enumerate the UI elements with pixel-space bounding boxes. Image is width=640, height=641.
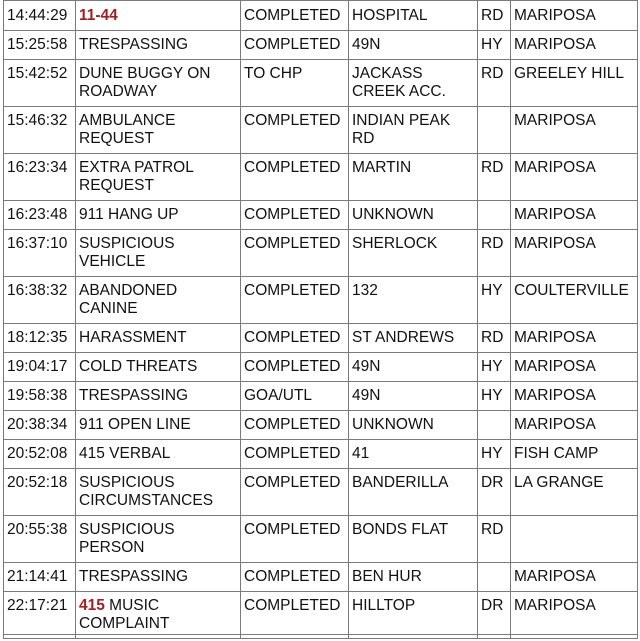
city-cell: MARIPOSA — [511, 201, 638, 230]
call-log-body — [4, 1, 638, 639]
location-cell: 49N — [349, 382, 478, 411]
street-suffix-cell: DR — [478, 592, 511, 639]
call-type-text: AMBULANCE REQUEST — [79, 112, 176, 147]
time-cell: 15:46:32 — [4, 107, 76, 154]
call-type-text: 415 VERBAL — [79, 445, 171, 462]
location-cell: ST ANDREWS — [349, 324, 478, 353]
call-type-cell — [76, 60, 241, 107]
street-suffix-cell: RD — [478, 154, 511, 201]
call-type-cell — [76, 382, 241, 411]
status-cell: COMPLETED — [241, 592, 349, 639]
street-suffix-cell: HY — [478, 277, 511, 324]
street-suffix-cell: HY — [478, 382, 511, 411]
time-cell: 20:52:18 — [4, 469, 76, 516]
call-type-text: TRESPASSING — [79, 36, 189, 53]
status-cell: GOA/UTL — [241, 382, 349, 411]
table-row — [4, 353, 638, 382]
street-suffix-cell — [478, 563, 511, 592]
status-cell: COMPLETED — [241, 230, 349, 277]
location-cell: INDIAN PEAK RD — [349, 107, 478, 154]
street-suffix-cell: RD — [478, 1, 511, 31]
location-cell: JACKASS CREEK ACC. — [349, 60, 478, 107]
time-cell: 20:52:08 — [4, 440, 76, 469]
location-cell: 132 — [349, 277, 478, 324]
time-cell: 19:04:17 — [4, 353, 76, 382]
status-cell: COMPLETED — [241, 516, 349, 563]
time-cell: 16:23:34 — [4, 154, 76, 201]
call-type-cell — [76, 563, 241, 592]
call-type-cell — [76, 1, 241, 31]
call-type-text: HARASSMENT — [79, 329, 187, 346]
city-cell: MARIPOSA — [511, 31, 638, 60]
city-cell: MARIPOSA — [511, 1, 638, 31]
time-cell: 15:25:58 — [4, 31, 76, 60]
call-type-text: 911 HANG UP — [79, 206, 179, 223]
call-type-text: 911 OPEN LINE — [79, 416, 191, 433]
call-type-cell — [76, 440, 241, 469]
location-cell: HOSPITAL — [349, 1, 478, 31]
status-cell: COMPLETED — [241, 324, 349, 353]
call-type-cell — [76, 107, 241, 154]
call-type-text: MUSIC COMPLAINT — [79, 597, 170, 632]
call-type-text: TRESPASSING — [79, 387, 189, 404]
city-cell: MARIPOSA — [511, 154, 638, 201]
city-cell: MARIPOSA — [511, 563, 638, 592]
table-row — [4, 440, 638, 469]
street-suffix-cell — [478, 201, 511, 230]
status-cell: COMPLETED — [241, 563, 349, 592]
time-cell: 16:23:48 — [4, 201, 76, 230]
status-cell: COMPLETED — [241, 411, 349, 440]
table-row — [4, 563, 638, 592]
call-type-text: TRESPASSING — [79, 568, 189, 585]
table-row — [4, 60, 638, 107]
status-cell: COMPLETED — [241, 440, 349, 469]
street-suffix-cell: HY — [478, 353, 511, 382]
street-suffix-cell: HY — [478, 440, 511, 469]
call-type-text: DUNE BUGGY ON ROADWAY — [79, 65, 211, 100]
status-cell: COMPLETED — [241, 469, 349, 516]
city-cell: MARIPOSA — [511, 411, 638, 440]
call-type-cell — [76, 230, 241, 277]
location-cell: BONDS FLAT — [349, 516, 478, 563]
call-type-text: COLD THREATS — [79, 358, 198, 375]
table-row — [4, 201, 638, 230]
street-suffix-cell — [478, 107, 511, 154]
call-type-text: SUSPICIOUS VEHICLE — [79, 235, 175, 270]
city-cell: MARIPOSA — [511, 107, 638, 154]
city-cell: LA GRANGE — [511, 469, 638, 516]
table-row — [4, 469, 638, 516]
city-cell: MARIPOSA — [511, 230, 638, 277]
table-row — [4, 277, 638, 324]
call-code: 11-44 — [79, 7, 118, 24]
location-cell: UNKNOWN — [349, 201, 478, 230]
table-row — [4, 592, 638, 639]
city-cell: MARIPOSA — [511, 382, 638, 411]
call-type-cell — [76, 411, 241, 440]
call-type-cell — [76, 277, 241, 324]
table-row — [4, 411, 638, 440]
status-cell: COMPLETED — [241, 1, 349, 31]
table-row — [4, 31, 638, 60]
call-type-cell — [76, 154, 241, 201]
location-cell: HILLTOP — [349, 592, 478, 639]
call-type-cell — [76, 353, 241, 382]
status-cell: TO CHP — [241, 60, 349, 107]
table-row — [4, 516, 638, 563]
location-cell: BANDERILLA — [349, 469, 478, 516]
status-cell: COMPLETED — [241, 107, 349, 154]
street-suffix-cell: HY — [478, 31, 511, 60]
city-cell: MARIPOSA — [511, 592, 638, 639]
city-cell: COULTERVILLE — [511, 277, 638, 324]
call-type-text: ABANDONED CANINE — [79, 282, 178, 317]
time-cell: 16:37:10 — [4, 230, 76, 277]
table-row — [4, 230, 638, 277]
status-cell: COMPLETED — [241, 353, 349, 382]
time-cell: 20:55:38 — [4, 516, 76, 563]
status-cell: COMPLETED — [241, 201, 349, 230]
location-cell: UNKNOWN — [349, 411, 478, 440]
call-type-cell — [76, 469, 241, 516]
status-cell: COMPLETED — [241, 277, 349, 324]
time-cell: 21:14:41 — [4, 563, 76, 592]
city-cell: FISH CAMP — [511, 440, 638, 469]
city-cell: MARIPOSA — [511, 324, 638, 353]
location-cell: SHERLOCK — [349, 230, 478, 277]
street-suffix-cell: RD — [478, 516, 511, 563]
time-cell: 18:12:35 — [4, 324, 76, 353]
street-suffix-cell — [478, 411, 511, 440]
table-row — [4, 382, 638, 411]
street-suffix-cell: RD — [478, 230, 511, 277]
city-cell: MARIPOSA — [511, 353, 638, 382]
location-cell: 49N — [349, 353, 478, 382]
street-suffix-cell: RD — [478, 324, 511, 353]
table-row — [4, 1, 638, 31]
city-cell: GREELEY HILL — [511, 60, 638, 107]
call-type-cell — [76, 516, 241, 563]
street-suffix-cell: RD — [478, 60, 511, 107]
street-suffix-cell: DR — [478, 469, 511, 516]
table-bottom-rule — [3, 634, 637, 635]
call-type-cell — [76, 31, 241, 60]
call-type-text: EXTRA PATROL REQUEST — [79, 159, 194, 194]
location-cell: MARTIN — [349, 154, 478, 201]
time-cell: 19:58:38 — [4, 382, 76, 411]
status-cell: COMPLETED — [241, 154, 349, 201]
call-type-text: SUSPICIOUS PERSON — [79, 521, 175, 556]
time-cell: 20:38:34 — [4, 411, 76, 440]
call-type-cell — [76, 201, 241, 230]
status-cell: COMPLETED — [241, 31, 349, 60]
location-cell: 41 — [349, 440, 478, 469]
call-type-cell — [76, 592, 241, 639]
time-cell: 22:17:21 — [4, 592, 76, 639]
location-cell: BEN HUR — [349, 563, 478, 592]
location-cell: 49N — [349, 31, 478, 60]
time-cell: 16:38:32 — [4, 277, 76, 324]
table-row — [4, 324, 638, 353]
table-row — [4, 154, 638, 201]
city-cell — [511, 516, 638, 563]
table-row — [4, 107, 638, 154]
call-code: 415 — [79, 597, 105, 614]
time-cell: 15:42:52 — [4, 60, 76, 107]
call-type-cell — [76, 324, 241, 353]
call-log-table — [3, 0, 638, 639]
time-cell: 14:44:29 — [4, 1, 76, 31]
call-type-text: SUSPICIOUS CIRCUMSTANCES — [79, 474, 214, 509]
